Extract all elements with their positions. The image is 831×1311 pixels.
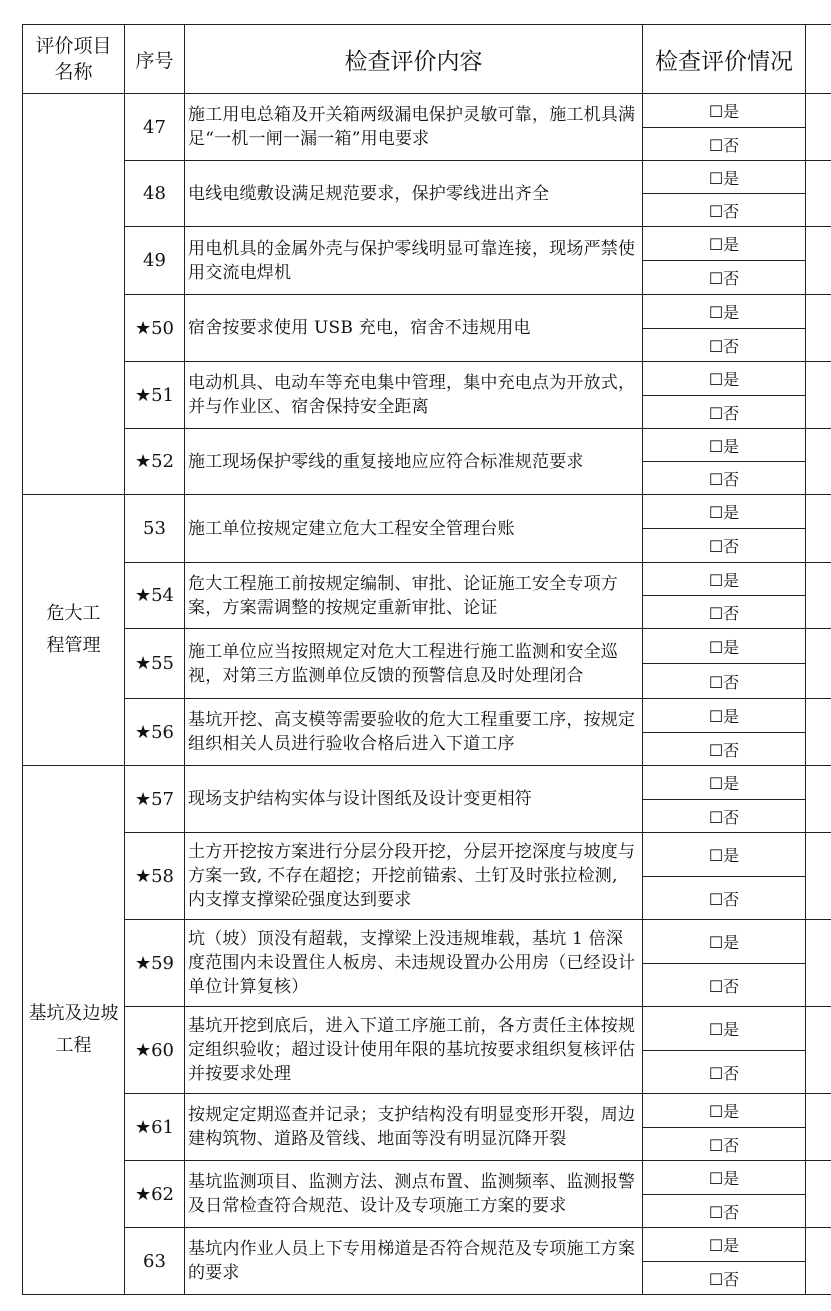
content-cell: 基坑监测项目、监测方法、测点布置、监测频率、监测报警及日常检查符合规范、设计及专项施工方案的要求	[185, 1161, 643, 1228]
table-row	[23, 1094, 831, 1128]
checkbox-no[interactable]: ☐否	[643, 964, 806, 1007]
checkbox-no[interactable]: ☐否	[643, 664, 806, 699]
category-cell: 基坑及边坡工程	[23, 766, 125, 1295]
checkbox-yes[interactable]: ☐是	[643, 833, 806, 877]
checkbox-yes[interactable]: ☐是	[643, 563, 806, 596]
seq-cell: 47	[125, 94, 185, 161]
table-row	[23, 94, 831, 128]
checkbox-yes[interactable]: ☐是	[643, 161, 806, 194]
seq-cell: 63	[125, 1228, 185, 1295]
blank-cell	[806, 1161, 831, 1228]
checkbox-no[interactable]: ☐否	[643, 596, 806, 629]
seq-cell: ★57	[125, 766, 185, 833]
content-cell: 基坑开挖、高支模等需要验收的危大工程重要工序，按规定组织相关人员进行验收合格后进入下道工序	[185, 699, 643, 766]
checkbox-yes[interactable]: ☐是	[643, 227, 806, 261]
category-cell	[23, 94, 125, 495]
table-row	[23, 295, 831, 329]
checkbox-no[interactable]: ☐否	[643, 877, 806, 920]
blank-cell	[806, 1228, 831, 1295]
blank-cell	[806, 833, 831, 920]
checkbox-no[interactable]: ☐否	[643, 1195, 806, 1228]
content-cell: 危大工程施工前按规定编制、审批、论证施工安全专项方案，方案需调整的按规定重新审批、论证	[185, 563, 643, 629]
content-cell: 坑（坡）顶没有超载，支撑梁上没违规堆载，基坑 1 倍深度范围内未设置住人板房、未违规设置办公用房（已经设计单位计算复核）	[185, 920, 643, 1007]
checkbox-no[interactable]: ☐否	[643, 1051, 806, 1094]
content-cell: 电线电缆敷设满足规范要求，保护零线进出齐全	[185, 161, 643, 227]
table-row	[23, 362, 831, 396]
blank-cell	[806, 362, 831, 429]
checkbox-no[interactable]: ☐否	[643, 261, 806, 295]
blank-cell	[806, 563, 831, 629]
header-blank	[806, 25, 831, 94]
checkbox-yes[interactable]: ☐是	[643, 495, 806, 529]
seq-cell: ★52	[125, 429, 185, 495]
content-cell: 现场支护结构实体与设计图纸及设计变更相符	[185, 766, 643, 833]
seq-cell: ★51	[125, 362, 185, 429]
checkbox-yes[interactable]: ☐是	[643, 295, 806, 329]
blank-cell	[806, 1094, 831, 1161]
checkbox-yes[interactable]: ☐是	[643, 629, 806, 664]
blank-cell	[806, 227, 831, 295]
blank-cell	[806, 1007, 831, 1094]
header-row	[23, 25, 831, 94]
header-category: 评价项目名称	[23, 25, 125, 94]
header-seq: 序号	[125, 25, 185, 94]
checkbox-no[interactable]: ☐否	[643, 128, 806, 161]
table-row	[23, 563, 831, 596]
seq-cell: 53	[125, 495, 185, 563]
table-row	[23, 920, 831, 964]
checkbox-no[interactable]: ☐否	[643, 1262, 806, 1295]
content-cell: 用电机具的金属外壳与保护零线明显可靠连接，现场严禁使用交流电焊机	[185, 227, 643, 295]
content-cell: 基坑内作业人员上下专用梯道是否符合规范及专项施工方案的要求	[185, 1228, 643, 1295]
seq-cell: ★56	[125, 699, 185, 766]
checkbox-no[interactable]: ☐否	[643, 462, 806, 495]
table-row	[23, 1161, 831, 1195]
content-cell: 宿舍按要求使用 USB 充电，宿舍不违规用电	[185, 295, 643, 362]
table-row	[23, 1007, 831, 1051]
checkbox-yes[interactable]: ☐是	[643, 699, 806, 733]
blank-cell	[806, 920, 831, 1007]
checkbox-yes[interactable]: ☐是	[643, 1094, 806, 1128]
checkbox-yes[interactable]: ☐是	[643, 362, 806, 396]
checkbox-no[interactable]: ☐否	[643, 733, 806, 766]
table-row	[23, 629, 831, 664]
blank-cell	[806, 766, 831, 833]
checkbox-yes[interactable]: ☐是	[643, 429, 806, 462]
blank-cell	[806, 629, 831, 699]
content-cell: 土方开挖按方案进行分层分段开挖，分层开挖深度与坡度与方案一致, 不存在超挖；开挖前锚索、土钉及时张拉检测, 内支撑支撑梁砼强度达到要求	[185, 833, 643, 920]
table-row	[23, 429, 831, 462]
blank-cell	[806, 94, 831, 161]
checkbox-yes[interactable]: ☐是	[643, 1228, 806, 1262]
seq-cell: 49	[125, 227, 185, 295]
content-cell: 基坑开挖到底后，进入下道工序施工前，各方责任主体按规定组织验收；超过设计使用年限的基坑按要求组织复核评估并按要求处理	[185, 1007, 643, 1094]
blank-cell	[806, 295, 831, 362]
table-row	[23, 833, 831, 877]
content-cell: 按规定定期巡查并记录；支护结构没有明显变形开裂，周边建构筑物、道路及管线、地面等没有明显沉降开裂	[185, 1094, 643, 1161]
seq-cell: ★50	[125, 295, 185, 362]
header-status: 检查评价情况	[643, 25, 806, 94]
checkbox-yes[interactable]: ☐是	[643, 1161, 806, 1195]
header-content: 检查评价内容	[185, 25, 643, 94]
table-row	[23, 766, 831, 800]
blank-cell	[806, 429, 831, 495]
checkbox-no[interactable]: ☐否	[643, 529, 806, 563]
checkbox-no[interactable]: ☐否	[643, 194, 806, 227]
blank-cell	[806, 699, 831, 766]
checkbox-yes[interactable]: ☐是	[643, 920, 806, 964]
table-row	[23, 1228, 831, 1262]
seq-cell: ★55	[125, 629, 185, 699]
seq-cell: ★54	[125, 563, 185, 629]
checkbox-no[interactable]: ☐否	[643, 1128, 806, 1161]
table-row	[23, 227, 831, 261]
table-row	[23, 495, 831, 529]
content-cell: 电动机具、电动车等充电集中管理，集中充电点为开放式，并与作业区、宿舍保持安全距离	[185, 362, 643, 429]
category-cell: 危大工程管理	[23, 495, 125, 766]
table-row	[23, 161, 831, 194]
content-cell: 施工现场保护零线的重复接地应应符合标准规范要求	[185, 429, 643, 495]
blank-cell	[806, 495, 831, 563]
checkbox-yes[interactable]: ☐是	[643, 766, 806, 800]
checkbox-yes[interactable]: ☐是	[643, 94, 806, 128]
seq-cell: ★58	[125, 833, 185, 920]
checkbox-no[interactable]: ☐否	[643, 396, 806, 429]
table-row	[23, 699, 831, 733]
content-cell: 施工单位应当按照规定对危大工程进行施工监测和安全巡视，对第三方监测单位反馈的预警信息及时处理闭合	[185, 629, 643, 699]
content-cell: 施工单位按规定建立危大工程安全管理台账	[185, 495, 643, 563]
content-cell: 施工用电总箱及开关箱两级漏电保护灵敏可靠，施工机具满足“一机一闸一漏一箱”用电要求	[185, 94, 643, 161]
checkbox-no[interactable]: ☐否	[643, 800, 806, 833]
checkbox-yes[interactable]: ☐是	[643, 1007, 806, 1051]
seq-cell: 48	[125, 161, 185, 227]
blank-cell	[806, 161, 831, 227]
seq-cell: ★61	[125, 1094, 185, 1161]
seq-cell: ★59	[125, 920, 185, 1007]
checkbox-no[interactable]: ☐否	[643, 329, 806, 362]
evaluation-table	[22, 24, 831, 1295]
seq-cell: ★60	[125, 1007, 185, 1094]
seq-cell: ★62	[125, 1161, 185, 1228]
